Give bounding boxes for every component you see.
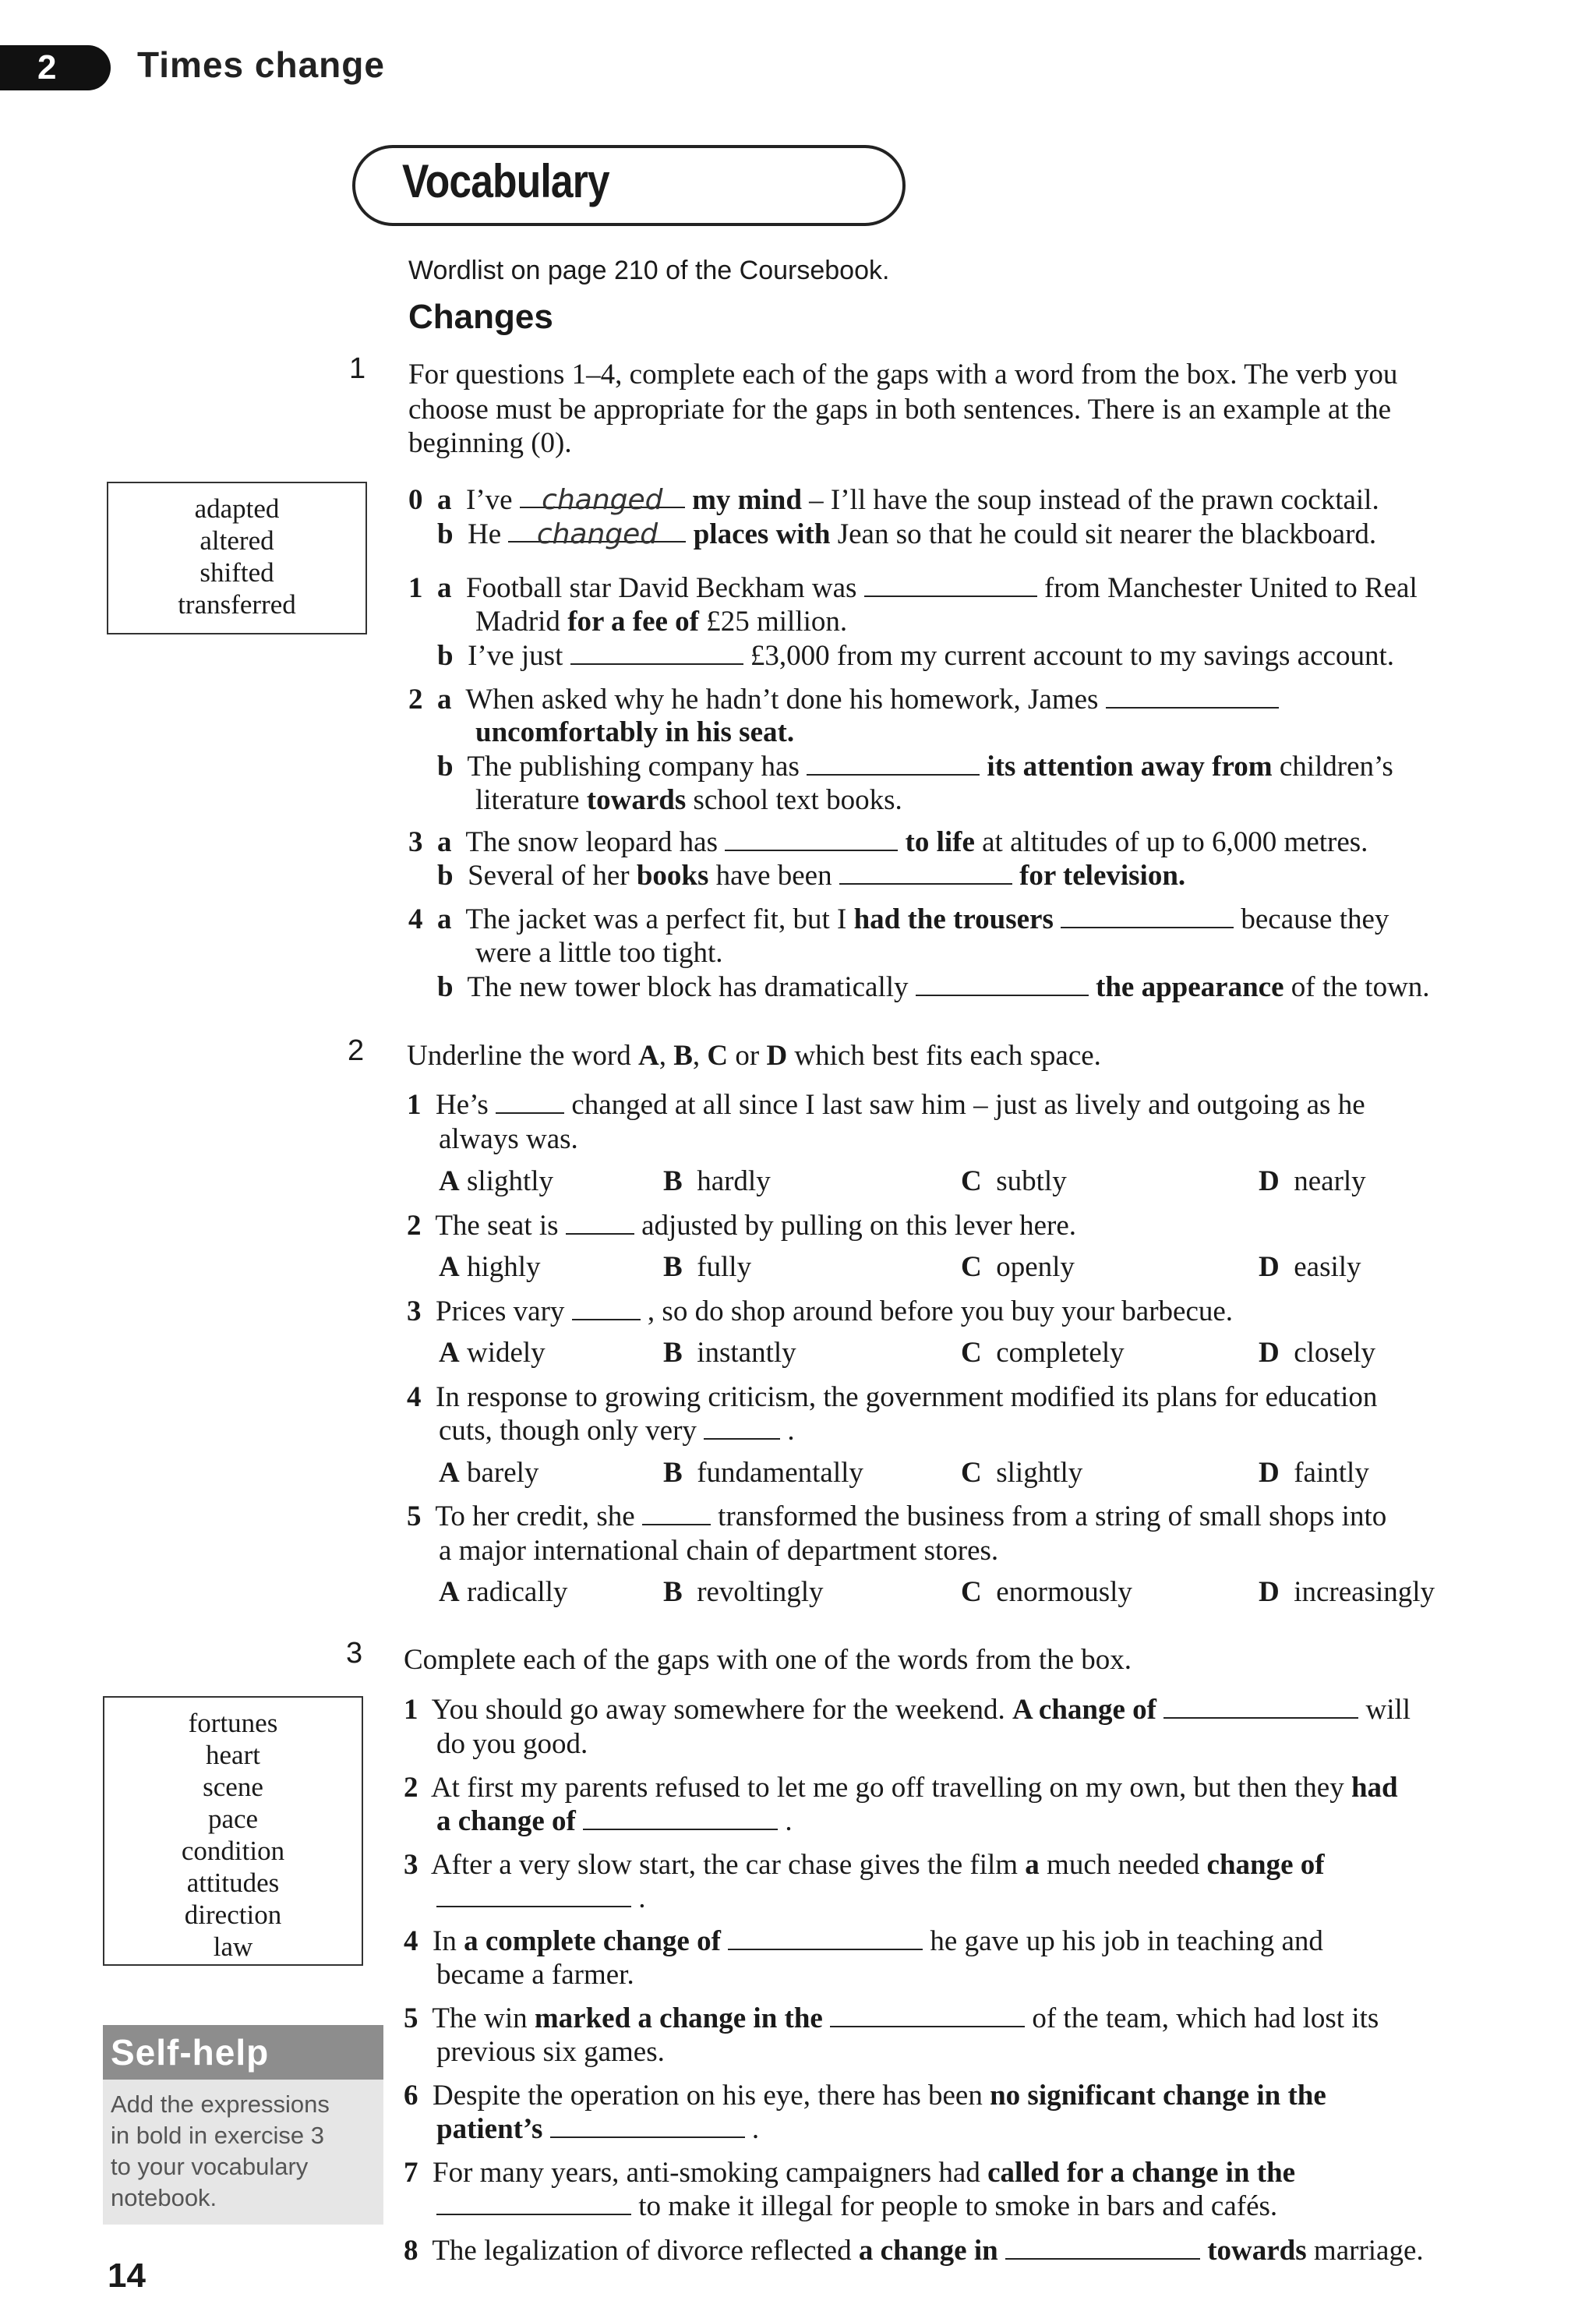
ex3-q7: 7 For many years, anti-smoking campaigners had called for a change in the xyxy=(404,2157,1296,2189)
box-word: shifted xyxy=(200,557,274,588)
option-a[interactable]: A barely xyxy=(439,1457,539,1489)
answer-gap[interactable] xyxy=(1163,1694,1358,1719)
option-a[interactable]: A widely xyxy=(439,1337,546,1369)
answer-gap[interactable] xyxy=(1005,2235,1200,2260)
ex3-q7-cont: to make it illegal for people to smoke in bars and cafés. xyxy=(436,2189,1277,2224)
subheading-changes: Changes xyxy=(408,298,553,336)
word-box-exercise-3 xyxy=(103,1696,363,1966)
ex3-q6-cont: patient’s . xyxy=(436,2113,760,2145)
box-word: altered xyxy=(200,525,274,556)
ex2-q2-options xyxy=(439,1250,1530,1285)
ex2-q4-options xyxy=(439,1456,1530,1490)
ex1-q4-a: 4 a The jacket was a perfect fit, but I had the trousers because they xyxy=(408,903,1389,935)
option-d[interactable]: D closely xyxy=(1259,1337,1376,1369)
ex2-q1-options xyxy=(439,1165,1530,1199)
self-help-box xyxy=(103,2080,383,2225)
ex3-q2-cont: a change of . xyxy=(436,1805,793,1837)
ex2-q4: 4 In response to growing criticism, the government modified its plans for education xyxy=(407,1381,1378,1413)
exercise-1-instructions-line-1: For questions 1–4, complete each of the gaps with a word from the box. The verb you xyxy=(408,359,1398,391)
ex2-q3: 3 Prices vary , so do shop around before you buy your barbecue. xyxy=(407,1295,1234,1327)
option-c[interactable]: C openly xyxy=(961,1251,1075,1283)
ex1-q3-b: b Several of her books have been for television. xyxy=(437,860,1186,892)
ex3-q3: 3 After a very slow start, the car chase gives the film a much needed change of xyxy=(404,1849,1325,1881)
ex3-q1: 1 You should go away somewhere for the weekend. A change of will xyxy=(404,1694,1411,1726)
ex2-q4-cont: cuts, though only very . xyxy=(439,1415,795,1447)
ex2-q3-options xyxy=(439,1336,1530,1370)
example-answer-gap: changed xyxy=(520,483,685,508)
box-word: direction xyxy=(184,1900,282,1930)
box-word: attitudes xyxy=(186,1868,280,1898)
ex1-q0-b: b He changed places with Jean so that he could sit nearer the blackboard. xyxy=(437,518,1377,550)
page-number: 14 xyxy=(108,2257,146,2295)
ex1-q2-b-cont: literature towards school text books. xyxy=(475,784,902,816)
ex3-q4: 4 In a complete change of he gave up his job in teaching and xyxy=(404,1925,1323,1957)
answer-gap[interactable] xyxy=(572,1295,641,1320)
answer-gap[interactable] xyxy=(839,860,1012,885)
option-b[interactable]: B instantly xyxy=(663,1337,796,1369)
option-b[interactable]: B fully xyxy=(663,1251,752,1283)
answer-gap[interactable] xyxy=(704,1415,780,1440)
answer-gap[interactable] xyxy=(728,1925,923,1950)
answer-gap[interactable] xyxy=(1106,684,1279,709)
exercise-3-number: 3 xyxy=(346,1637,363,1670)
self-help-text-line: Add the expressions xyxy=(111,2091,330,2118)
answer-gap[interactable] xyxy=(1061,903,1234,928)
ex1-q0-a: 0 a I’ve changed my mind – I’ll have the soup instead of the prawn cocktail. xyxy=(408,484,1379,516)
box-word: heart xyxy=(206,1740,260,1770)
option-d[interactable]: D faintly xyxy=(1259,1457,1369,1489)
answer-gap[interactable] xyxy=(807,751,980,776)
option-c[interactable]: C enormously xyxy=(961,1576,1132,1608)
ex1-q3-a: 3 a The snow leopard has to life at altitudes of up to 6,000 metres. xyxy=(408,826,1368,858)
ex1-q1-b: b I’ve just £3,000 from my current account to my savings account. xyxy=(437,640,1394,672)
ex1-q1-a: 1 a Football star David Beckham was from Manchester United to Real xyxy=(408,572,1418,604)
box-word: pace xyxy=(207,1804,259,1834)
answer-gap[interactable] xyxy=(583,1805,778,1830)
example-answer-gap: changed xyxy=(508,518,686,543)
self-help-text-line: to your vocabulary xyxy=(111,2153,309,2180)
ex2-q1-cont: always was. xyxy=(439,1123,578,1155)
option-b[interactable]: B hardly xyxy=(663,1165,771,1197)
answer-gap[interactable] xyxy=(864,572,1037,597)
box-word: fortunes xyxy=(188,1708,278,1738)
unit-title: Times change xyxy=(137,44,385,85)
ex3-q5: 5 The win marked a change in the of the team, which had lost its xyxy=(404,2002,1379,2034)
ex3-q4-cont: became a farmer. xyxy=(436,1959,634,1991)
box-word: adapted xyxy=(194,493,280,524)
ex1-q2-a: 2 a When asked why he hadn’t done his homework, James xyxy=(408,683,1279,717)
ex1-q4-a-cont: were a little too tight. xyxy=(475,937,723,969)
ex3-q3-cont: . xyxy=(436,1882,646,1916)
section-title: Vocabulary xyxy=(402,155,609,207)
exercise-1-instructions-line-3: beginning (0). xyxy=(408,427,572,459)
answer-gap[interactable] xyxy=(436,2190,631,2215)
answer-gap[interactable] xyxy=(496,1089,564,1114)
box-word: condition xyxy=(181,1836,285,1866)
ex1-q2-b: b The publishing company has its attention away from children’s xyxy=(437,751,1393,783)
ex1-q4-b: b The new tower block has dramatically the appearance of the town. xyxy=(437,971,1430,1003)
self-help-text-line: in bold in exercise 3 xyxy=(111,2122,324,2149)
answer-gap[interactable] xyxy=(916,971,1089,996)
ex2-q5: 5 To her credit, she transformed the business from a string of small shops into xyxy=(407,1500,1387,1532)
answer-gap[interactable] xyxy=(725,826,898,851)
box-word: scene xyxy=(203,1772,263,1802)
answer-gap[interactable] xyxy=(642,1500,711,1525)
answer-gap[interactable] xyxy=(550,2113,745,2138)
ex2-q1: 1 He’s changed at all since I last saw him – just as lively and outgoing as he xyxy=(407,1089,1365,1121)
exercise-3-instructions: Complete each of the gaps with one of the words from the box. xyxy=(404,1644,1132,1676)
option-d[interactable]: D nearly xyxy=(1259,1165,1366,1197)
option-c[interactable]: C slightly xyxy=(961,1457,1083,1489)
box-word: law xyxy=(213,1931,253,1962)
answer-gap[interactable] xyxy=(570,640,743,665)
ex1-q2-a-cont: uncomfortably in his seat. xyxy=(475,716,795,748)
ex3-q8: 8 The legalization of divorce reflected a change in towards marriage. xyxy=(404,2235,1424,2267)
exercise-1-number: 1 xyxy=(349,352,366,385)
self-help-title: Self-help xyxy=(103,2025,383,2080)
option-a[interactable]: A radically xyxy=(439,1576,568,1608)
option-a[interactable]: A highly xyxy=(439,1251,541,1283)
ex2-q5-options xyxy=(439,1575,1530,1610)
ex3-q1-cont: do you good. xyxy=(436,1728,588,1760)
unit-number-tab: 2 xyxy=(0,45,111,90)
option-a[interactable]: A slightly xyxy=(439,1165,554,1197)
answer-gap[interactable] xyxy=(830,2002,1025,2027)
ex3-q5-cont: previous six games. xyxy=(436,2036,665,2068)
exercise-2-number: 2 xyxy=(348,1034,365,1067)
self-help-text-line: notebook. xyxy=(111,2184,217,2211)
answer-gap[interactable] xyxy=(436,1882,631,1907)
option-c[interactable]: C subtly xyxy=(961,1165,1067,1197)
ex3-q6: 6 Despite the operation on his eye, there has been no significant change in the xyxy=(404,2080,1326,2112)
ex2-q5-cont: a major international chain of department stores. xyxy=(439,1535,999,1567)
ex1-q1-a-cont: Madrid for a fee of £25 million. xyxy=(475,606,848,638)
exercise-1-instructions-line-2: choose must be appropriate for the gaps in both sentences. There is an example at the xyxy=(408,394,1392,426)
wordlist-note: Wordlist on page 210 of the Coursebook. xyxy=(408,256,890,285)
option-c[interactable]: C completely xyxy=(961,1337,1125,1369)
exercise-2-instructions: Underline the word A, B, C or D which best fits each space. xyxy=(407,1040,1101,1072)
option-b[interactable]: B fundamentally xyxy=(663,1457,863,1489)
option-d[interactable]: D easily xyxy=(1259,1251,1361,1283)
box-word: transferred xyxy=(178,589,296,620)
option-d[interactable]: D increasingly xyxy=(1259,1576,1435,1608)
word-box-exercise-1 xyxy=(107,482,367,634)
answer-gap[interactable] xyxy=(566,1210,634,1235)
ex2-q2: 2 The seat is adjusted by pulling on this lever here. xyxy=(407,1210,1077,1242)
option-b[interactable]: B revoltingly xyxy=(663,1576,824,1608)
ex3-q2: 2 At first my parents refused to let me go off travelling on my own, but then they had xyxy=(404,1772,1398,1804)
